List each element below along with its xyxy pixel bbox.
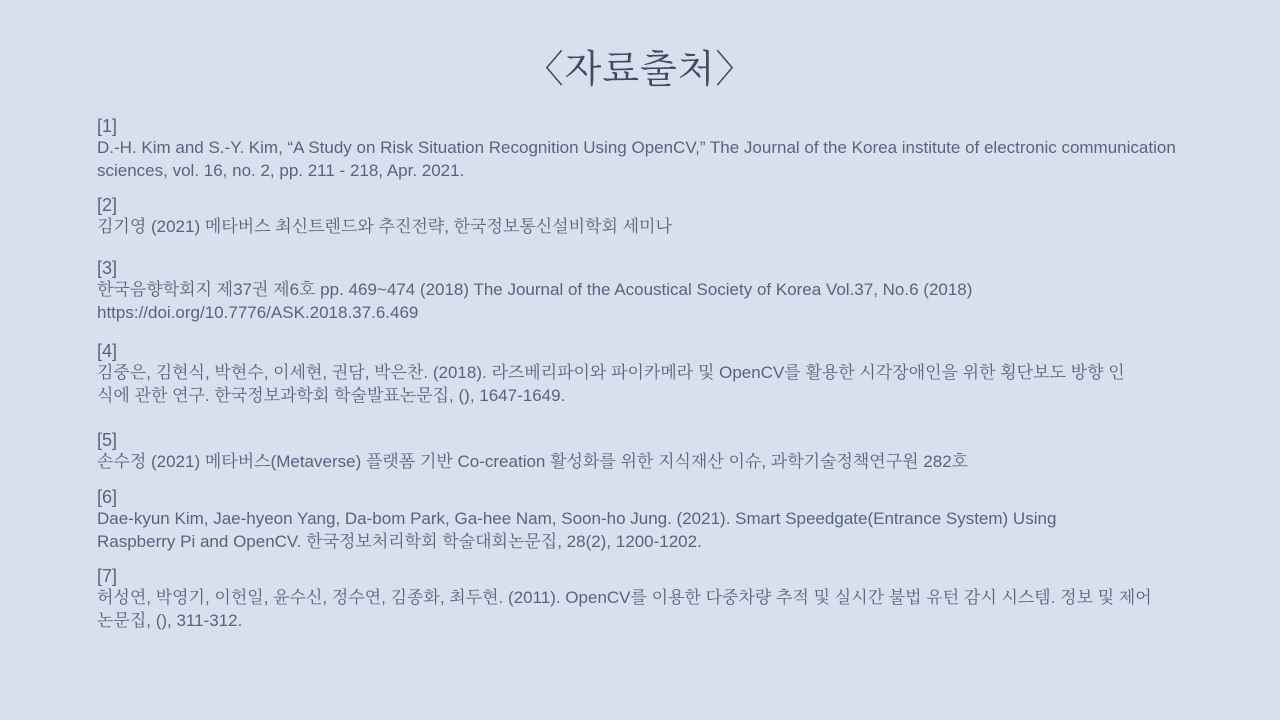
reference-text: 허성연, 박영기, 이헌일, 윤수신, 정수연, 김종화, 최두현. (2011). OpenCV를 이용한 다중차량 추적 및 실시간 불법 유턴 감시 시스템. 정보 및 제어 논문집, (), 311-312. xyxy=(97,588,1152,630)
reference-number: [2] xyxy=(97,195,118,215)
reference-item xyxy=(97,565,1172,632)
reference-number: [7] xyxy=(97,566,118,586)
reference-text: 김중은, 김현식, 박현수, 이세현, 권담, 박은찬. (2018). 라즈베리파이와 파이카메라 및 OpenCV를 활용한 시각장애인을 위한 횡단보도 방향 인식에 관한 연구. 한국정보과학회 학술발표논문집, (), 1647-1649. xyxy=(97,363,1125,405)
reference-item xyxy=(97,115,1182,182)
reference-number: [3] xyxy=(97,258,118,278)
reference-item xyxy=(97,340,1127,407)
reference-text: D.-H. Kim and S.-Y. Kim, “A Study on Risk Situation Recognition Using OpenCV,” The Journal of the Korea institute of electronic communication sciences, vol. 16, no. 2, pp. 211 - 218, Apr. 2021. xyxy=(97,138,1176,180)
reference-text: 손수정 (2021) 메타버스(Metaverse) 플랫폼 기반 Co-creation 활성화를 위한 지식재산 이슈, 과학기술정책연구원 282호 xyxy=(97,452,969,471)
reference-list xyxy=(97,0,1197,720)
page-title: 〈자료출처〉 xyxy=(525,49,755,91)
reference-number: [5] xyxy=(97,430,118,450)
reference-text: 김기영 (2021) 메타버스 최신트렌드와 추진전략, 한국정보통신설비학회 세미나 xyxy=(97,217,672,236)
reference-item xyxy=(97,486,1082,553)
reference-item xyxy=(97,257,1182,324)
reference-number: [1] xyxy=(97,116,118,136)
reference-number: [6] xyxy=(97,487,118,507)
reference-text: Dae-kyun Kim, Jae-hyeon Yang, Da-bom Park, Ga-hee Nam, Soon-ho Jung. (2021). Smart Speedgate(Entrance System) Using Raspberry Pi and OpenCV. 한국정보처리학회 학술대회논문집, 28(2), 1200-1202. xyxy=(97,509,1057,551)
reference-text: 한국음향학회지 제37권 제6호 pp. 469~474 (2018) The Journal of the Acoustical Society of Korea Vol.37, No.6 (2018) https://doi.org/10.7776/ASK.2018.37.6.469 xyxy=(97,280,973,322)
reference-number: [4] xyxy=(97,341,118,361)
reference-item xyxy=(97,429,968,474)
reference-item xyxy=(97,194,672,239)
